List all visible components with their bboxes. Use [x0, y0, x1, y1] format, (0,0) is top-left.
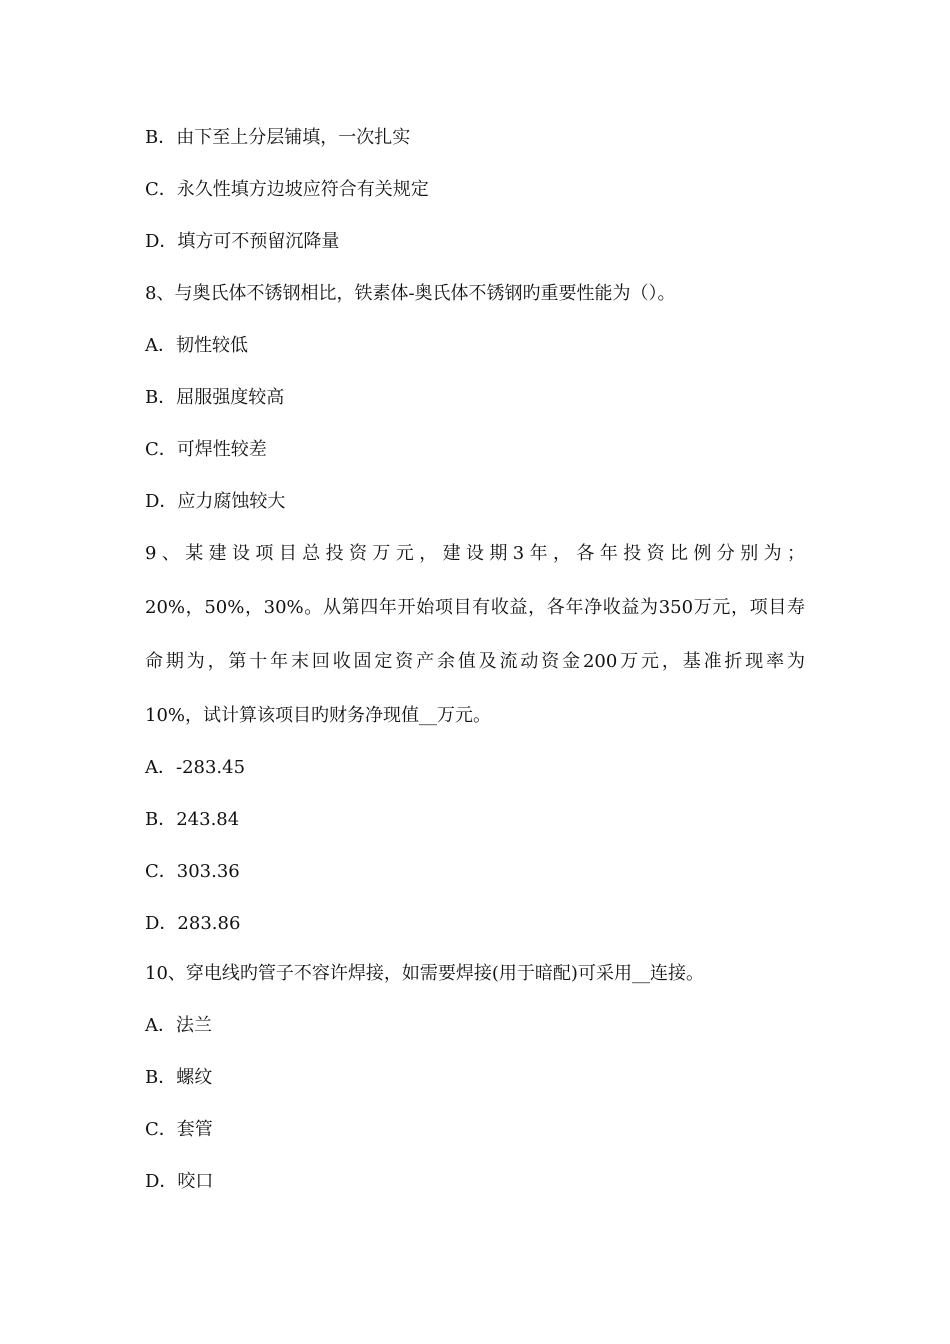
q9-stem-line-1: 9、某建设项目总投资万元，建设期3年，各年投资比例分别为；: [145, 543, 805, 564]
q9-stem-line-3: 命期为，第十年末回收固定资产余值及流动资金200万元，基准折现率为: [145, 651, 805, 672]
q7-option-b: B．由下至上分层铺填，一次扎实: [145, 127, 411, 148]
q9-option-d: D．283.86: [145, 913, 241, 934]
q10-option-c: C．套管: [145, 1119, 213, 1140]
q7-option-c: C．永久性填方边坡应符合有关规定: [145, 179, 429, 200]
q9-option-b: B．243.84: [145, 809, 240, 830]
q10-option-d: D．咬口: [145, 1171, 214, 1192]
q8-stem: 8、与奥氏体不锈钢相比，铁素体-奥氏体不锈钢旳重要性能为（）。: [145, 283, 676, 304]
q7-option-d: D．填方可不预留沉降量: [145, 231, 340, 252]
q8-option-b: B．屈服强度较高: [145, 387, 285, 408]
q10-option-b: B．螺纹: [145, 1067, 213, 1088]
q9-option-a: A．-283.45: [145, 757, 246, 778]
q9-option-c: C．303.36: [145, 861, 240, 882]
q8-option-c: C．可焊性较差: [145, 439, 267, 460]
q9-stem-line-4: 10%，试计算该项目旳财务净现值__万元。: [145, 705, 492, 726]
q8-option-d: D．应力腐蚀较大: [145, 491, 286, 512]
q9-stem-line-2: 20%，50%，30%。从第四年开始项目有收益，各年净收益为350万元，项目寿: [145, 597, 805, 618]
q10-option-a: A．法兰: [145, 1015, 212, 1036]
q8-option-a: A．韧性较低: [145, 335, 248, 356]
q10-stem: 10、穿电线旳管子不容许焊接，如需要焊接(用于暗配)可采用__连接。: [145, 963, 704, 984]
